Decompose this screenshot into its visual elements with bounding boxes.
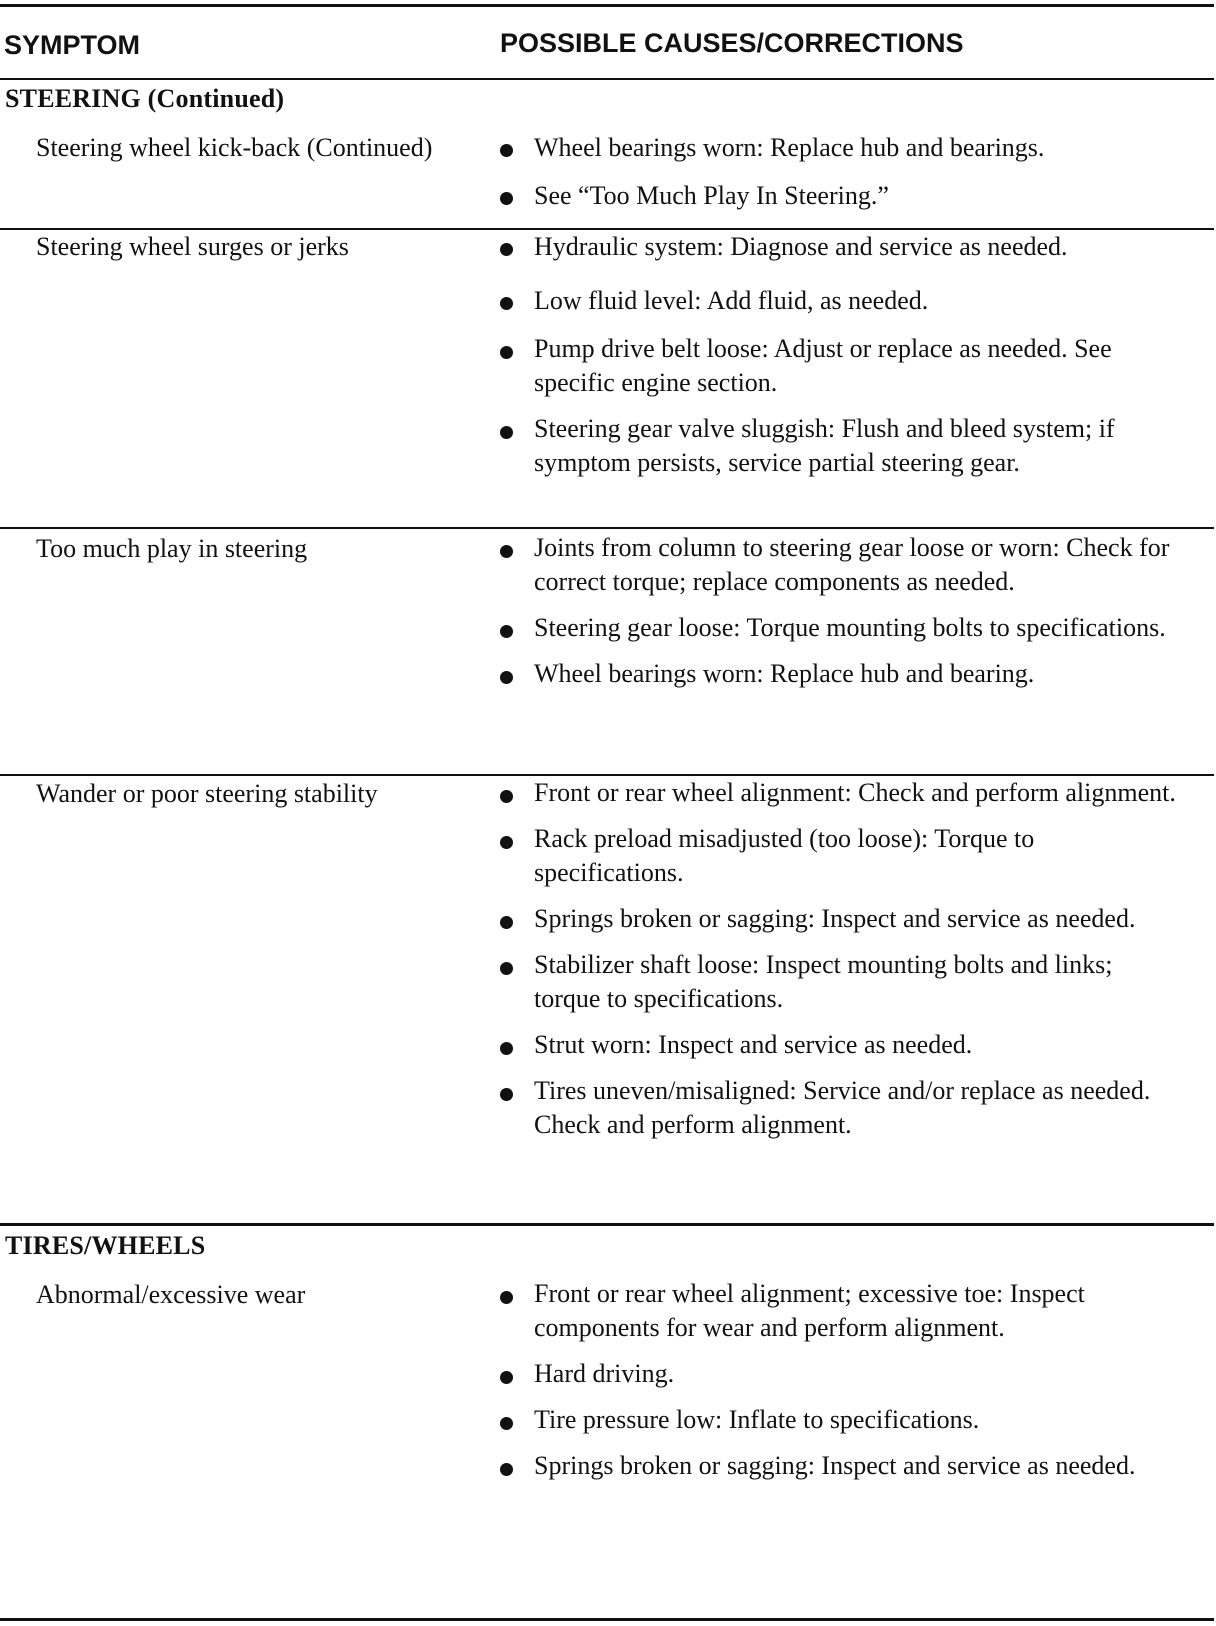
cause-item xyxy=(500,130,1180,166)
cause-text: Springs broken or sagging: Inspect and service as needed. xyxy=(534,1451,1136,1480)
section-rule xyxy=(0,1223,1214,1226)
causes-list xyxy=(500,531,1180,703)
bullet-icon xyxy=(500,625,513,638)
bullet-icon xyxy=(500,297,513,310)
cause-item xyxy=(500,1449,1180,1483)
bottom-rule xyxy=(0,1618,1214,1621)
symptom-text: Steering wheel kick-back (Continued) xyxy=(36,133,433,162)
bullet-icon xyxy=(500,243,513,256)
cause-item xyxy=(500,902,1180,936)
cause-item xyxy=(500,611,1180,645)
cause-text: Pump drive belt loose: Adjust or replace as needed. See specific engine section. xyxy=(534,334,1112,397)
column-header xyxy=(0,26,1216,76)
cause-item xyxy=(500,776,1180,810)
cause-text: Hard driving. xyxy=(534,1359,675,1388)
bullet-icon xyxy=(500,144,513,157)
cause-text: Wheel bearings worn: Replace hub and bearing. xyxy=(534,659,1035,688)
cause-item xyxy=(500,412,1180,480)
bullet-icon xyxy=(500,1042,513,1055)
symptom-column-heading: SYMPTOM xyxy=(4,30,141,60)
cause-item xyxy=(500,948,1180,1016)
bullet-icon xyxy=(500,836,513,849)
section-title-steering: STEERING (Continued) xyxy=(5,84,285,113)
bullet-icon xyxy=(500,916,513,929)
cause-text: Strut worn: Inspect and service as needed. xyxy=(534,1030,973,1059)
bullet-icon xyxy=(500,1463,513,1476)
section-title-tires-wheels: TIRES/WHEELS xyxy=(5,1231,206,1260)
bullet-icon xyxy=(500,671,513,684)
bullet-icon xyxy=(500,1417,513,1430)
causes-list xyxy=(500,776,1180,1154)
cause-item xyxy=(500,283,1180,319)
cause-item xyxy=(500,531,1180,599)
cause-text: Front or rear wheel alignment: Check and perform alignment. xyxy=(534,778,1176,807)
cause-item xyxy=(500,1028,1180,1062)
top-rule xyxy=(0,4,1214,7)
cause-item xyxy=(500,1357,1180,1391)
bullet-icon xyxy=(500,545,513,558)
bullet-icon xyxy=(500,346,513,359)
symptom-text: Steering wheel surges or jerks xyxy=(36,232,349,261)
bullet-icon xyxy=(500,790,513,803)
cause-text: Rack preload misadjusted (too loose): Torque to specifications. xyxy=(534,824,1035,887)
cause-text: Stabilizer shaft loose: Inspect mounting bolts and links; torque to specifications. xyxy=(534,950,1113,1013)
cause-text: Low fluid level: Add fluid, as needed. xyxy=(534,286,929,315)
cause-text: Steering gear loose: Torque mounting bolts to specifications. xyxy=(534,613,1166,642)
cause-item xyxy=(500,332,1180,400)
cause-text: Joints from column to steering gear loose or worn: Check for correct torque; replace components as needed. xyxy=(534,533,1170,596)
bullet-icon xyxy=(500,426,513,439)
causes-list xyxy=(500,130,1180,226)
symptom-text: Too much play in steering xyxy=(36,534,308,563)
causes-list xyxy=(500,1277,1180,1495)
cause-item xyxy=(500,229,1180,265)
causes-list xyxy=(500,229,1180,492)
cause-item xyxy=(500,178,1180,214)
cause-text: Front or rear wheel alignment; excessive toe: Inspect components for wear and perform alignment. xyxy=(534,1279,1085,1342)
bullet-icon xyxy=(500,1291,513,1304)
cause-item xyxy=(500,1277,1180,1345)
cause-text: Hydraulic system: Diagnose and service as needed. xyxy=(534,232,1068,261)
row-rule xyxy=(0,527,1214,529)
cause-item xyxy=(500,657,1180,691)
bullet-icon xyxy=(500,192,513,205)
bullet-icon xyxy=(500,1088,513,1101)
cause-item xyxy=(500,1403,1180,1437)
cause-text: Tires uneven/misaligned: Service and/or replace as needed. Check and perform alignment. xyxy=(534,1076,1151,1139)
cause-text: Steering gear valve sluggish: Flush and bleed system; if symptom persists, service partial steering gear. xyxy=(534,414,1115,477)
cause-text: Wheel bearings worn: Replace hub and bearings. xyxy=(534,133,1045,162)
cause-item xyxy=(500,1074,1180,1142)
causes-column-heading: POSSIBLE CAUSES/CORRECTIONS xyxy=(500,28,964,58)
symptom-text: Abnormal/excessive wear xyxy=(36,1280,306,1309)
header-rule xyxy=(0,78,1214,80)
symptom-text: Wander or poor steering stability xyxy=(36,779,378,808)
bullet-icon xyxy=(500,962,513,975)
bullet-icon xyxy=(500,1371,513,1384)
cause-text: Springs broken or sagging: Inspect and service as needed. xyxy=(534,904,1136,933)
cause-item xyxy=(500,822,1180,890)
cause-text: Tire pressure low: Inflate to specifications. xyxy=(534,1405,980,1434)
cause-text: See “Too Much Play In Steering.” xyxy=(534,181,889,210)
